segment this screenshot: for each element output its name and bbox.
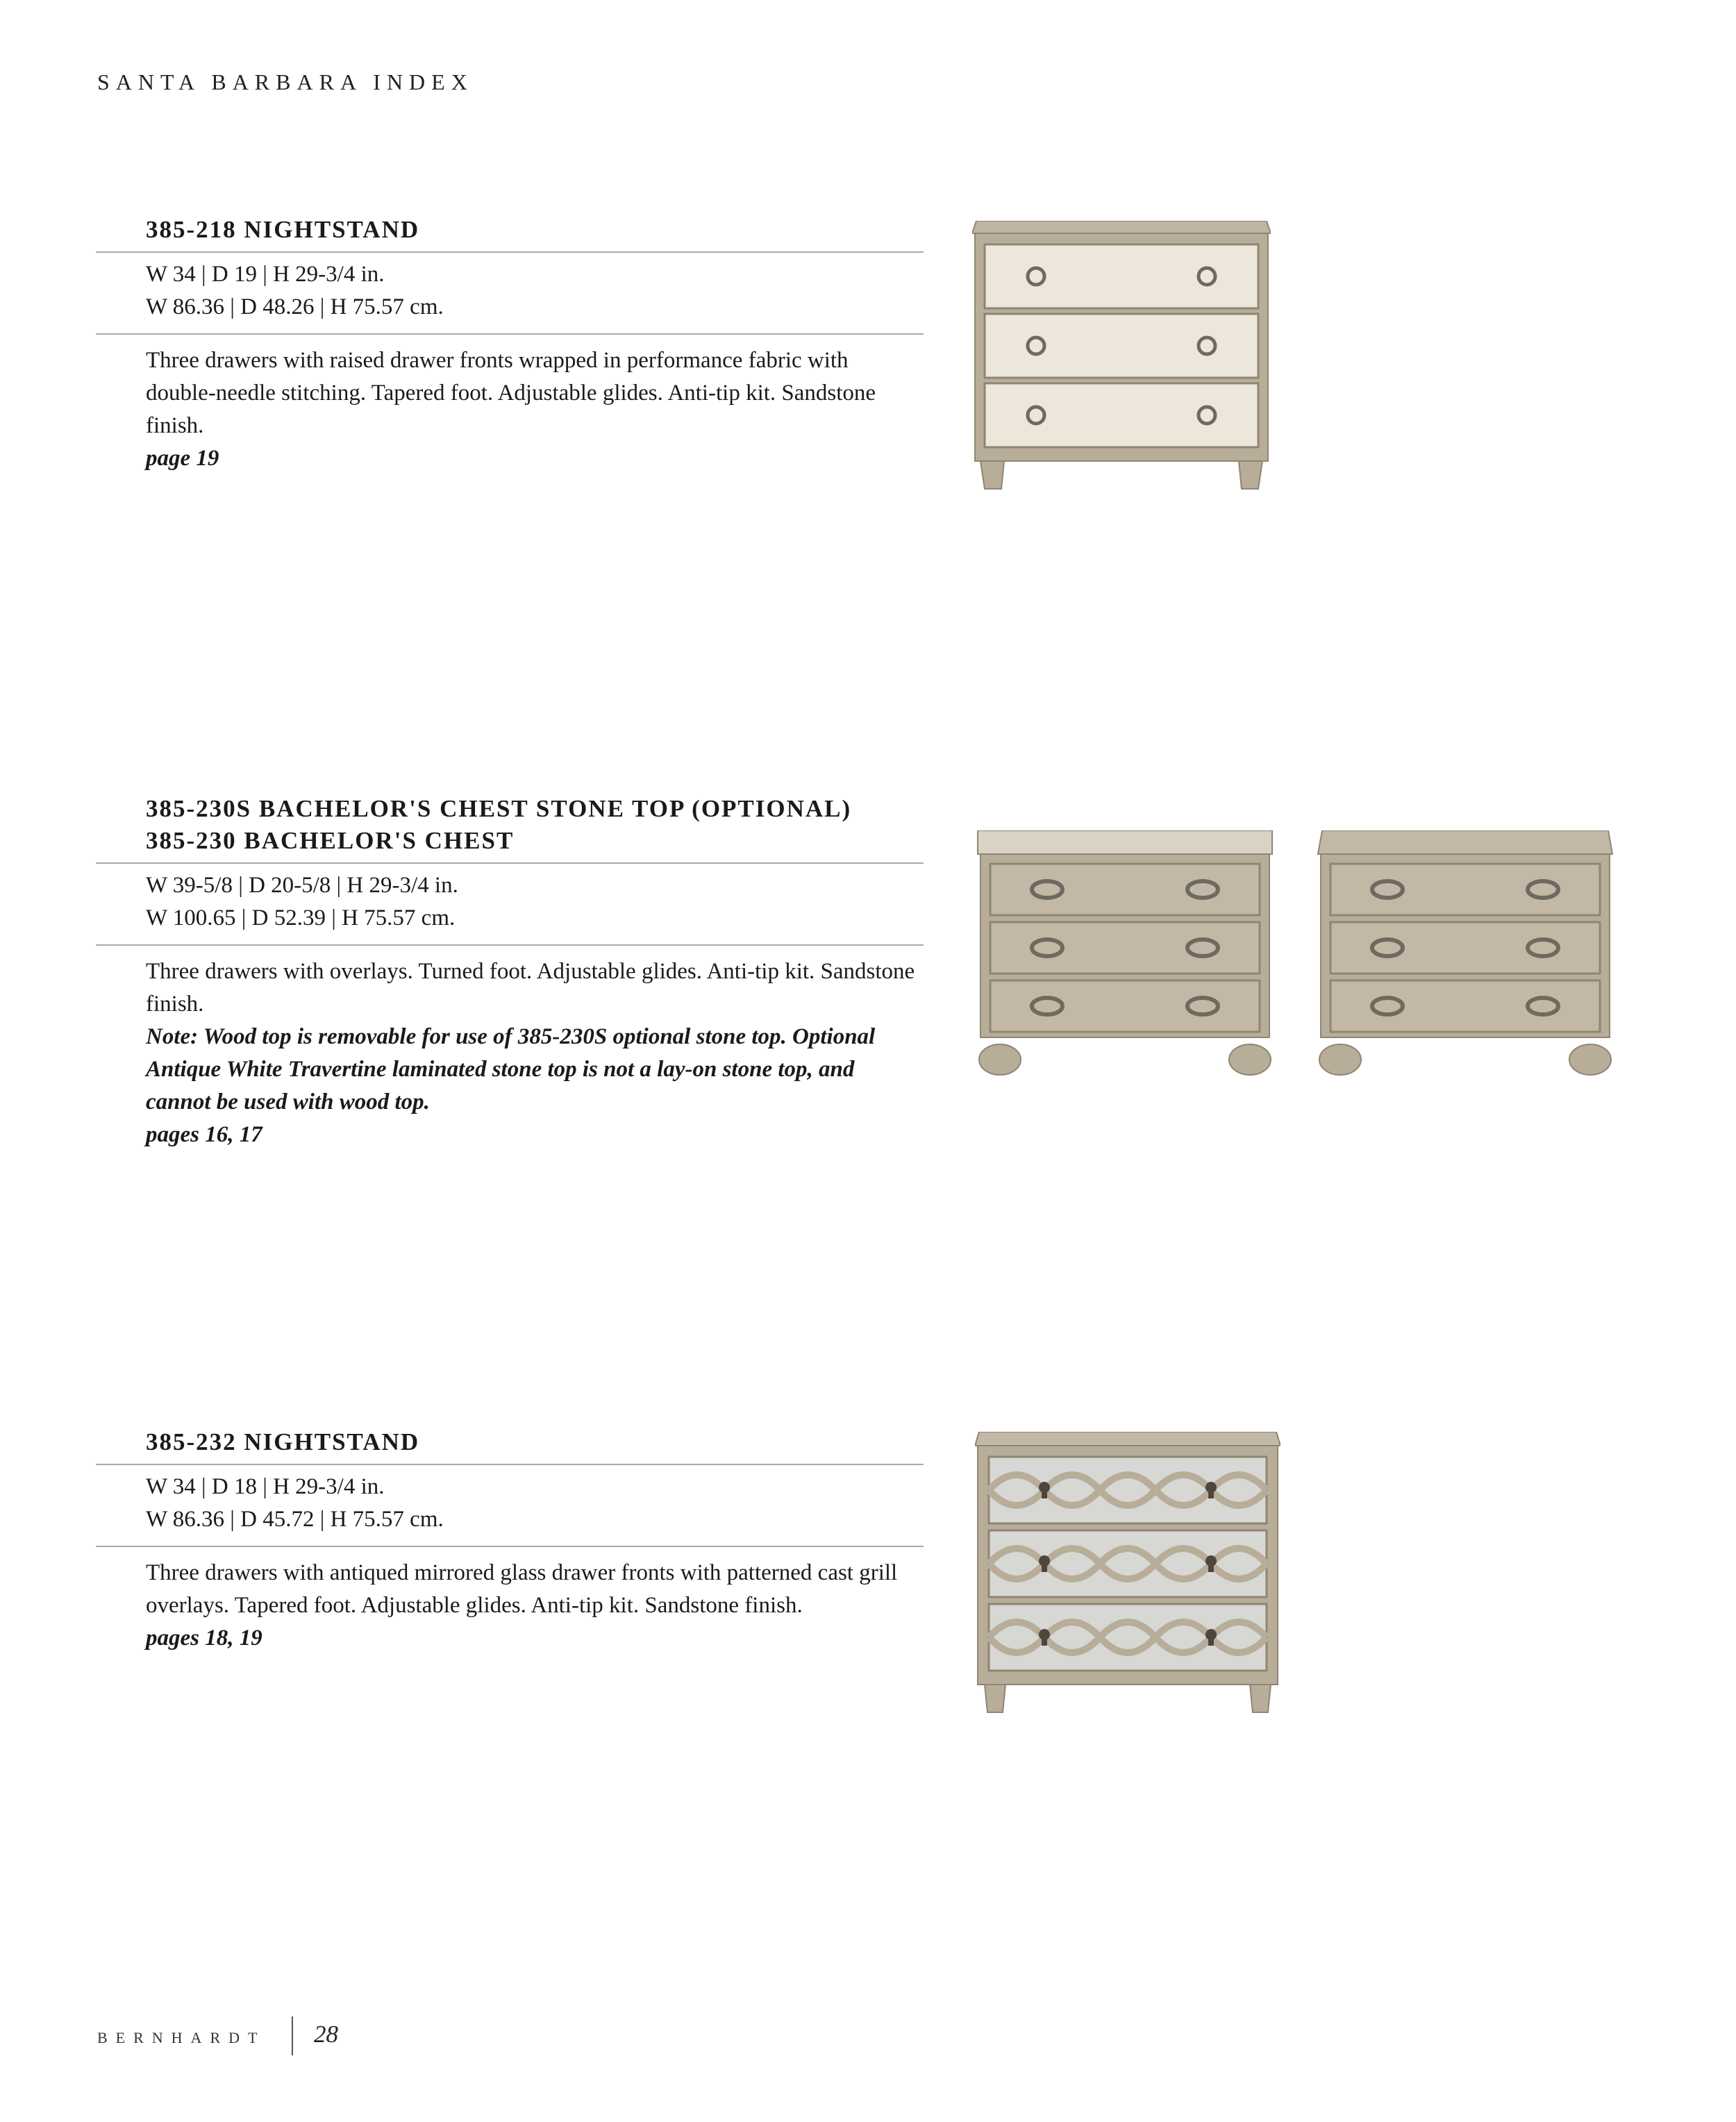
product-entry-385-232 <box>96 1426 924 1655</box>
footer-brand: BERNHARDT <box>97 2029 266 2046</box>
product-title-line-1: 385-230S BACHELOR'S CHEST STONE TOP (OPTIONAL) <box>146 795 852 822</box>
product-description <box>96 946 924 1151</box>
product-title-line-2: 385-230 BACHELOR'S CHEST <box>146 827 515 854</box>
product-description <box>96 335 924 475</box>
index-title: SANTA BARBARA INDEX <box>97 69 474 94</box>
description-text: Three drawers with antiqued mirrored glass drawer fronts with patterned cast grill overlays. Tapered foot. Adjustable glides. Anti-tip kit. Sandstone finish. <box>146 1560 898 1618</box>
dimensions <box>96 253 924 333</box>
bachelors-chest-wood-top-image <box>1312 830 1618 1080</box>
dimensions-cm: W 86.36 | D 45.72 | H 75.57 cm. <box>146 1507 444 1532</box>
product-entry-385-218 <box>96 214 924 475</box>
page-reference: page 19 <box>146 446 219 471</box>
product-note: Note: Wood top is removable for use of 385-230S optional stone top. Optional Antique White Travertine laminated stone top is not a lay-on stone top, and cannot be used with wood top. <box>146 1024 876 1114</box>
product-title <box>96 793 924 857</box>
product-entry-385-230 <box>96 793 924 1151</box>
description-text: Three drawers with raised drawer fronts wrapped in performance fabric with double-needle stitching. Tapered foot. Adjustable glides. Anti-tip kit. Sandstone finish. <box>146 348 876 438</box>
page-reference: pages 18, 19 <box>146 1626 262 1651</box>
page-number: 28 <box>314 2021 338 2048</box>
dimensions-cm: W 86.36 | D 48.26 | H 75.57 cm. <box>146 294 444 319</box>
dimensions-inches: W 39-5/8 | D 20-5/8 | H 29-3/4 in. <box>146 873 458 898</box>
dimensions <box>96 1465 924 1546</box>
dimensions-inches: W 34 | D 18 | H 29-3/4 in. <box>146 1474 385 1499</box>
dimensions <box>96 864 924 944</box>
page-reference: pages 16, 17 <box>146 1122 262 1147</box>
product-description <box>96 1547 924 1655</box>
product-title: 385-232 NIGHTSTAND <box>146 1428 420 1455</box>
footer-divider <box>292 2016 293 2055</box>
dimensions-cm: W 100.65 | D 52.39 | H 75.57 cm. <box>146 905 456 930</box>
nightstand-mirrored-image <box>975 1432 1280 1716</box>
product-title: 385-218 NIGHTSTAND <box>146 216 420 243</box>
nightstand-fabric-image <box>972 221 1271 492</box>
description-text: Three drawers with overlays. Turned foot. Adjustable glides. Anti-tip kit. Sandstone finish. <box>146 959 915 1017</box>
bachelors-chest-stone-top-image <box>972 830 1278 1080</box>
dimensions-inches: W 34 | D 19 | H 29-3/4 in. <box>146 262 385 287</box>
